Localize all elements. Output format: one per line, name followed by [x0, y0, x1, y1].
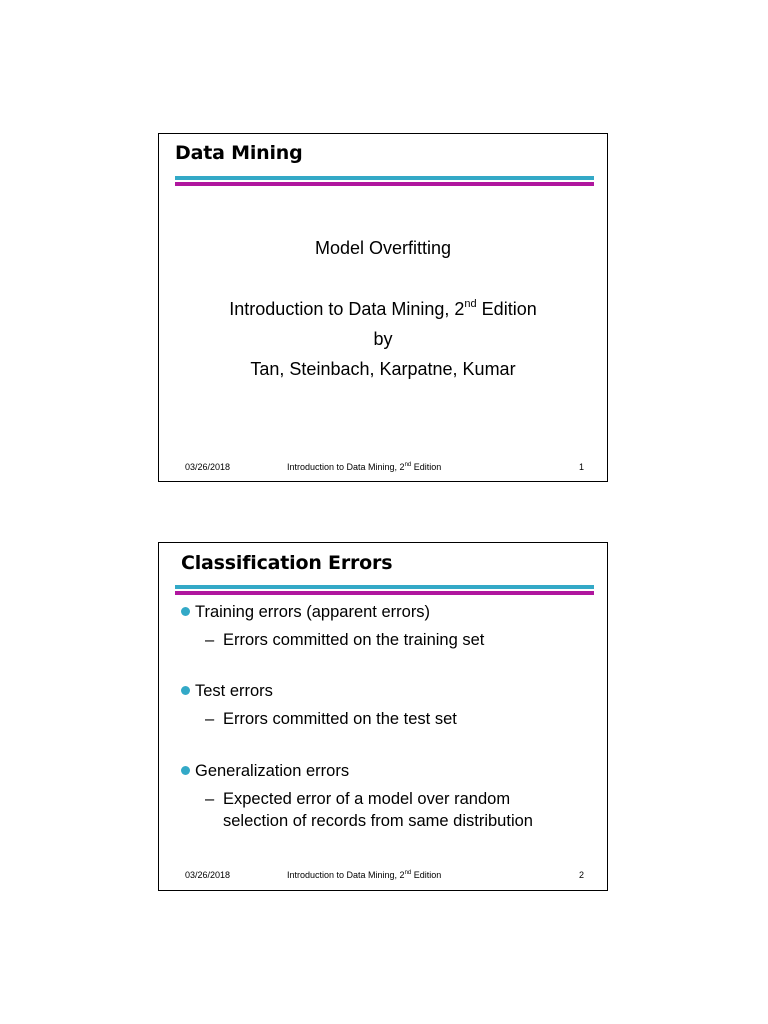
sub-bullet-item: [205, 788, 533, 832]
footer-page-number: 1: [579, 462, 585, 472]
book-title-text: Introduction to Data Mining, 2: [229, 299, 465, 319]
subtitle-by: by: [373, 329, 393, 349]
bullet-item: [181, 682, 273, 701]
edition-superscript: nd: [464, 298, 477, 310]
sub-bullet-text: Expected error of a model over random: [223, 790, 511, 808]
footer-date: 03/26/2018: [185, 462, 231, 472]
bullet-text: Test errors: [195, 682, 273, 700]
footer-title: [287, 870, 441, 880]
footer-title-text: Introduction to Data Mining, 2: [287, 870, 405, 880]
sub-bullet-text-continued: selection of records from same distribution: [223, 812, 533, 830]
slide-2: [158, 542, 608, 891]
slide-1: [158, 133, 608, 482]
footer-title-text: Introduction to Data Mining, 2: [287, 462, 405, 472]
footer-superscript: nd: [404, 462, 412, 468]
subtitle-topic: Model Overfitting: [314, 238, 452, 258]
footer-title: [287, 462, 441, 472]
subtitle-authors: Tan, Steinbach, Karpatne, Kumar: [250, 359, 516, 379]
footer-superscript: nd: [404, 870, 412, 876]
dash-icon: –: [205, 631, 215, 649]
bullet-dot-icon: [181, 607, 190, 616]
bullet-item: [181, 603, 430, 622]
dash-icon: –: [205, 790, 215, 808]
sub-bullet-text: Errors committed on the test set: [223, 710, 457, 728]
footer-page-number: 2: [579, 870, 585, 880]
subtitle-book: [159, 299, 607, 320]
title-divider: [175, 176, 594, 186]
divider-magenta-bar: [175, 591, 594, 595]
bullet-text: Training errors (apparent errors): [195, 603, 431, 621]
dash-icon: –: [205, 710, 215, 728]
sub-bullet-item: [205, 708, 457, 730]
sub-bullet-text: Errors committed on the training set: [223, 631, 485, 649]
bullet-dot-icon: [181, 766, 190, 775]
bullet-text: Generalization errors: [195, 762, 350, 780]
sub-bullet-item: [205, 629, 484, 651]
divider-magenta-bar: [175, 182, 594, 186]
footer-date: 03/26/2018: [185, 870, 231, 880]
footer-edition-text: Edition: [411, 462, 442, 472]
bullet-dot-icon: [181, 686, 190, 695]
footer-edition-text: Edition: [411, 870, 442, 880]
bullet-item: [181, 762, 349, 781]
title-divider: [175, 585, 594, 595]
edition-text: Edition: [476, 299, 537, 319]
slide-title: Data Mining: [175, 142, 303, 164]
slide-title: Classification Errors: [181, 552, 393, 574]
